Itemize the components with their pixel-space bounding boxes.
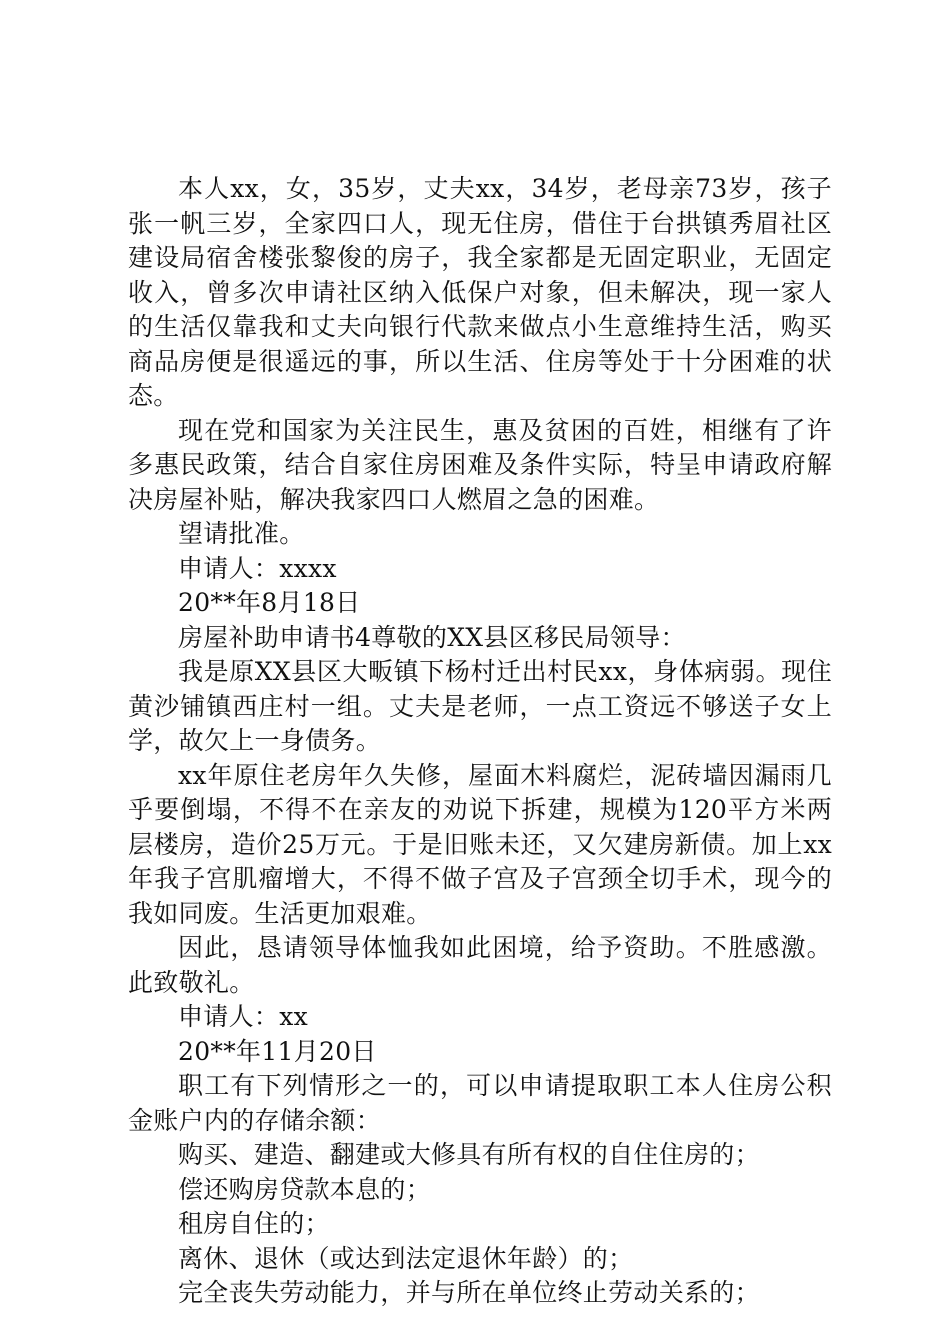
list-item-purchase: 购买、建造、翻建或大修具有所有权的自住住房的； — [178, 1140, 760, 1169]
letter-heading-2: 房屋补助申请书4尊敬的XX县区移民局领导： — [178, 622, 686, 652]
list-item-disability: 完全丧失劳动能力，并与所在单位终止劳动关系的； — [178, 1278, 760, 1307]
paragraph-applicant-situation: 本人xx，女，35岁，丈夫xx，34岁，老母亲73岁，孩子张一帆三岁，全家四口人，现无住房，借住于台拱镇秀眉社区建设局宿舍楼张黎俊的房子，我全家都是无固定职业，无固定收入，曾多次申请社区纳入低保户对象，但未解决，现一家人的生活仅靠我和丈夫向银行代款来做点小生意维持生活，购买商品房便是很遥远的事，所以生活、住房等处于十分困难的状态。 — [128, 174, 832, 410]
paragraph-approval-request: 望请批准。 — [178, 519, 305, 548]
list-item-retirement: 离休、退休（或达到法定退休年龄）的； — [178, 1243, 634, 1273]
applicant-signature-2: 申请人：xx — [178, 1002, 308, 1031]
date-2: 20**年11月20日 — [178, 1036, 377, 1066]
applicant-signature-1: 申请人：xxxx — [178, 553, 337, 583]
paragraph-applicant-background: 我是原XX县区大畈镇下杨村迁出村民xx，身体病弱。现住黄沙铺镇西庄村一组。丈夫是老师，一点工资远不够送子女上学，故欠上一身债务。 — [128, 657, 832, 755]
paragraph-request-subsidy: 现在党和国家为关注民生，惠及贫困的百姓，相继有了许多惠民政策，结合自家住房困难及条件实际，特呈申请政府解决房屋补贴，解决我家四口人燃眉之急的困难。 — [128, 415, 832, 514]
list-item-rent: 租房自住的； — [178, 1209, 330, 1238]
list-item-loan-repayment: 偿还购房贷款本息的； — [178, 1174, 432, 1204]
document-body — [128, 172, 832, 1311]
paragraph-house-rebuild: xx年原住老房年久失修，屋面木料腐烂，泥砖墙因漏雨几乎要倒塌，不得不在亲友的劝说下拆建，规模为120平方米两层楼房，造价25万元。于是旧账未还，又欠建房新债。加上xx年我子宫肌瘤增大，不得不做子宫及子宫颈全切手术，现今的我如同废。生活更加艰难。 — [128, 760, 832, 928]
date-1: 20**年8月18日 — [178, 588, 361, 617]
paragraph-withdrawal-intro: 职工有下列情形之一的，可以申请提取职工本人住房公积金账户内的存储余额： — [128, 1071, 832, 1135]
paragraph-plea: 因此，恳请领导体恤我如此困境，给予资助。不胜感激。此致敬礼。 — [128, 933, 832, 997]
